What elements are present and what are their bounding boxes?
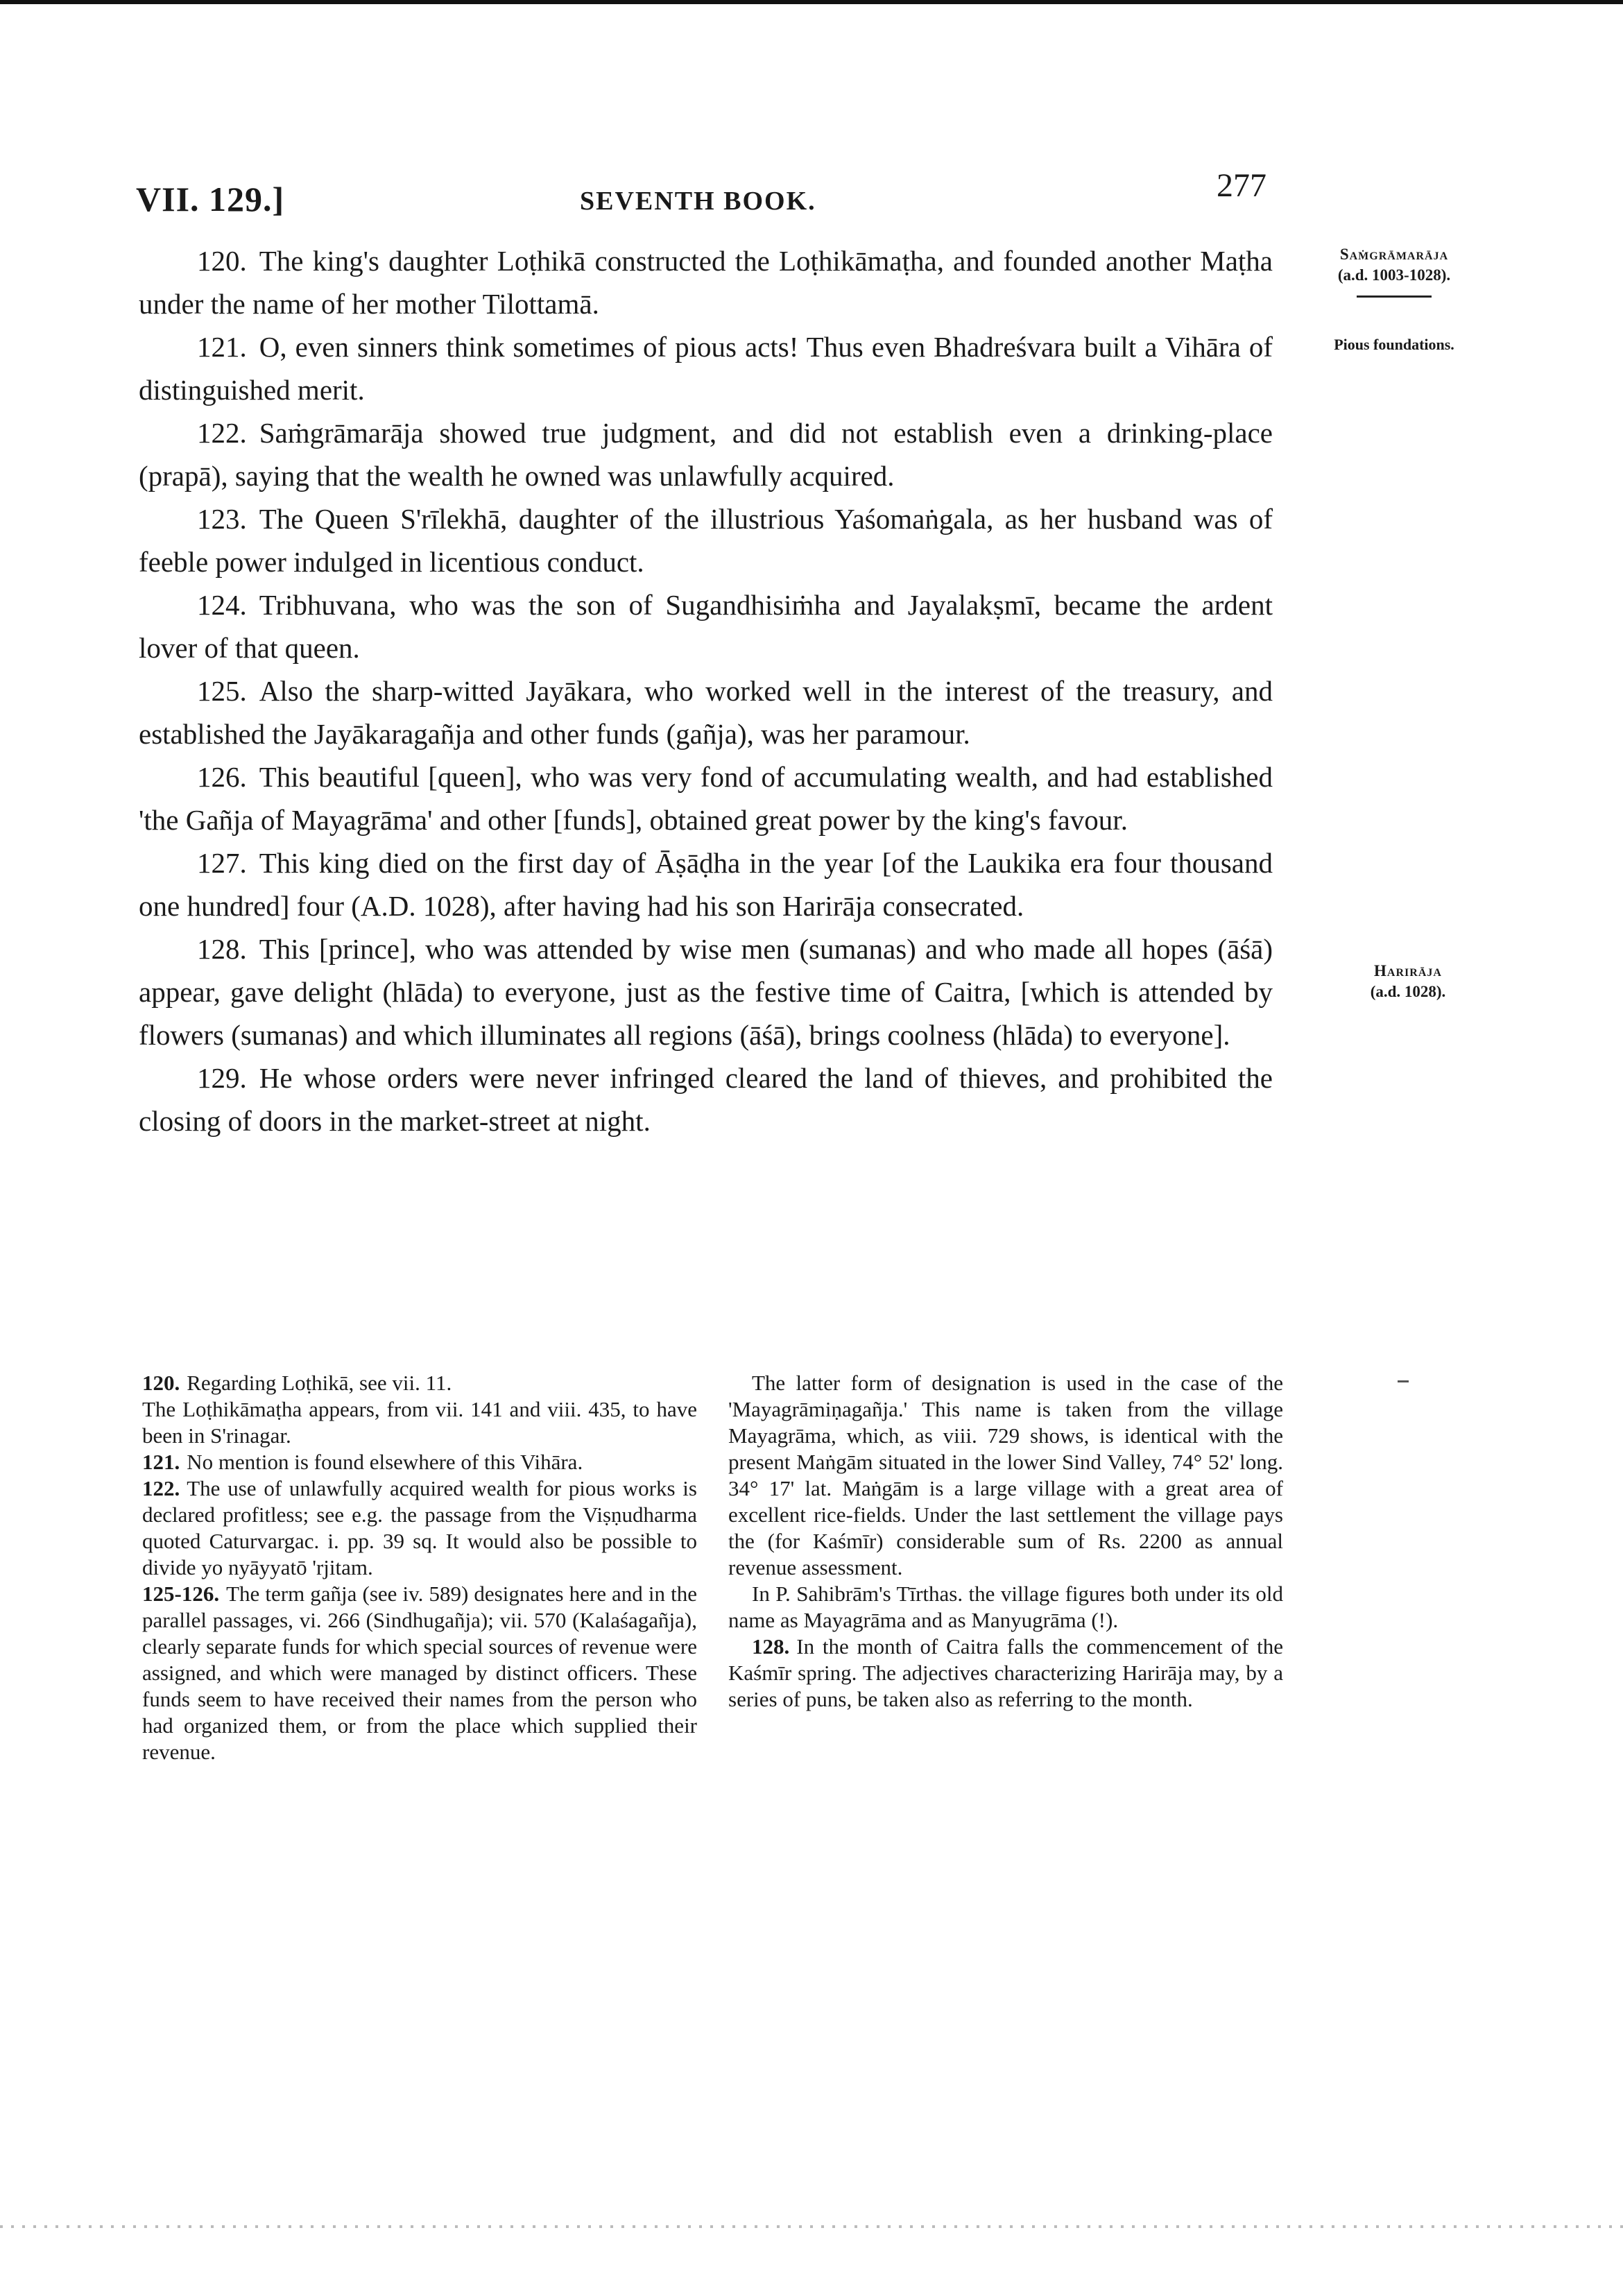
verse-paragraph bbox=[139, 411, 1273, 497]
footnote-text: The term gañja (see iv. 589) designates here and in the parallel passages, vi. 266 (Sindhugañja); vii. 570 (Kalaśagañja), clearly separate funds for which special sources of revenue were assigned, and which were managed by distinct officers. These funds seem to have received their names from the person who had organized them, or from the place which supplied their revenue. bbox=[142, 1582, 697, 1764]
verse-paragraph bbox=[139, 927, 1273, 1056]
footnote-text: No mention is found elsewhere of this Vihāra. bbox=[187, 1450, 583, 1474]
verse-text: Saṁgrāmarāja showed true judgment, and did not establish even a drinking-place (prapā), saying that the wealth he owned was unlawfully acquired. bbox=[139, 417, 1273, 492]
verse-paragraph bbox=[139, 755, 1273, 841]
verse-number: 126. bbox=[197, 761, 247, 793]
footnote-text: The Loṭhikāmaṭha appears, from vii. 141 and viii. 435, to have been in S'rinagar. bbox=[142, 1397, 697, 1448]
sidenote-title: Harirāja bbox=[1374, 962, 1442, 979]
running-head-reference: VII. 129.] bbox=[136, 180, 285, 219]
footnote-number: 128. bbox=[752, 1634, 790, 1659]
sidenote-dates: (a.d. 1003-1028). bbox=[1337, 266, 1451, 284]
footnote-text: In the month of Caitra falls the commencement of the Kaśmīr spring. The adjectives characterizing Harirāja may, by a series of puns, be taken also as referring to the month. bbox=[728, 1634, 1283, 1711]
verse-text: This king died on the first day of Āṣāḍha in the year [of the Laukika era four thousand one hundred] four (A.D. 1028), after having had his son Harirāja consecrated. bbox=[139, 847, 1273, 922]
verse-number: 128. bbox=[197, 933, 247, 965]
margin-mark bbox=[1398, 1380, 1409, 1382]
footnote-text: Regarding Loṭhikā, see vii. 11. bbox=[187, 1371, 452, 1395]
footnote bbox=[142, 1475, 697, 1581]
verse-text: This [prince], who was attended by wise men (sumanas) and who made all hopes (āśā) appear, gave delight (hlāda) to everyone, just as the festive time of Caitra, [which is attended by flowers (sumanas) and which illuminates all regions (āśā), brings coolness (hlāda) to everyone]. bbox=[139, 933, 1273, 1051]
page-header bbox=[136, 166, 1273, 222]
footnote-number: 120. bbox=[142, 1371, 180, 1395]
verse-paragraph bbox=[139, 583, 1273, 669]
footnote-text: In P. Sahibrām's Tīrthas. the village figures both under its old name as Mayagrāma and as Manyugrāma (!). bbox=[728, 1582, 1283, 1632]
footnote bbox=[142, 1370, 697, 1396]
verse-number: 120. bbox=[197, 245, 247, 277]
running-head-title: SEVENTH BOOK. bbox=[580, 187, 816, 216]
verse-text: He whose orders were never infringed cleared the land of thieves, and prohibited the closing of doors in the market-street at night. bbox=[139, 1062, 1273, 1137]
verse-text: The king's daughter Loṭhikā constructed the Loṭhikāmaṭha, and founded another Maṭha under the name of her mother Tilottamā. bbox=[139, 245, 1273, 320]
verse-number: 125. bbox=[197, 675, 247, 707]
main-text bbox=[139, 239, 1273, 1142]
verse-paragraph bbox=[139, 497, 1273, 583]
verse-number: 121. bbox=[197, 331, 247, 363]
verse-paragraph bbox=[139, 325, 1273, 411]
verse-number: 124. bbox=[197, 589, 247, 621]
footnotes-left-column bbox=[142, 1370, 697, 1765]
verse-number: 123. bbox=[197, 503, 247, 535]
footnote-number: 122. bbox=[142, 1476, 180, 1500]
sidenote-rule bbox=[1357, 295, 1432, 298]
footnote-number: 125-126. bbox=[142, 1582, 220, 1606]
footnote-text: The use of unlawfully acquired wealth for pious works is declared profitless; see e.g. the passage from the Viṣṇudharma quoted Caturvargac. i. pp. 39 sq. It would also be possible to divide yo nyāyyatō 'rjitam. bbox=[142, 1476, 697, 1579]
footnote bbox=[728, 1370, 1283, 1581]
verse-number: 122. bbox=[197, 417, 247, 449]
footnote bbox=[142, 1396, 697, 1449]
footnote-text: The latter form of designation is used in the case of the 'Mayagrāmiṇagañja.' This name is taken from the village Mayagrāma, which, as viii. 729 shows, is identical with the present Maṅgām situated in the lower Sind Valley, 74° 52' long. 34° 17' lat. Maṅgām is a large village with a great area of excellent rice-fields. Under the last settlement the village pays the (for Kaśmīr) considerable sum of Rs. 2200 as annual revenue assessment. bbox=[728, 1371, 1283, 1579]
sidenote-title: Saṁgrāmarāja bbox=[1339, 246, 1449, 263]
verse-text: Also the sharp-witted Jayākara, who worked well in the interest of the treasury, and established the Jayākaragañja and other funds (gañja), was her paramour. bbox=[139, 675, 1273, 750]
scan-artifact-dots bbox=[0, 2225, 1623, 2228]
verse-text: This beautiful [queen], who was very fond of accumulating wealth, and had established 'the Gañja of Mayagrāma' and other [funds], obtained great power by the king's favour. bbox=[139, 761, 1273, 836]
sidenote-hariraja bbox=[1321, 961, 1495, 1002]
verse-text: The Queen S'rīlekhā, daughter of the illustrious Yaśomaṅgala, as her husband was of feeble power indulged in licentious conduct. bbox=[139, 503, 1273, 578]
verse-text: Tribhuvana, who was the son of Sugandhisiṁha and Jayalakṣmī, became the ardent lover of that queen. bbox=[139, 589, 1273, 664]
footnote bbox=[728, 1581, 1283, 1634]
footnotes-right-column bbox=[728, 1370, 1283, 1713]
verse-paragraph bbox=[139, 1056, 1273, 1142]
page-number: 277 bbox=[1217, 167, 1266, 204]
verse-number: 127. bbox=[197, 847, 247, 879]
footnote bbox=[728, 1634, 1283, 1713]
verse-number: 129. bbox=[197, 1062, 247, 1094]
sidenote-samgramaraja bbox=[1294, 244, 1495, 298]
footnote-number: 121. bbox=[142, 1450, 180, 1474]
sidenote-dates: (a.d. 1028). bbox=[1370, 983, 1446, 1000]
footnote bbox=[142, 1449, 697, 1475]
verse-paragraph bbox=[139, 841, 1273, 927]
verse-paragraph bbox=[139, 239, 1273, 325]
top-border bbox=[0, 0, 1623, 4]
verse-paragraph bbox=[139, 669, 1273, 755]
verse-text: O, even sinners think sometimes of pious acts! Thus even Bhadreśvara built a Vihāra of distinguished merit. bbox=[139, 331, 1273, 406]
sidenote-pious-foundations: Pious foundations. bbox=[1334, 336, 1454, 353]
footnote bbox=[142, 1581, 697, 1765]
